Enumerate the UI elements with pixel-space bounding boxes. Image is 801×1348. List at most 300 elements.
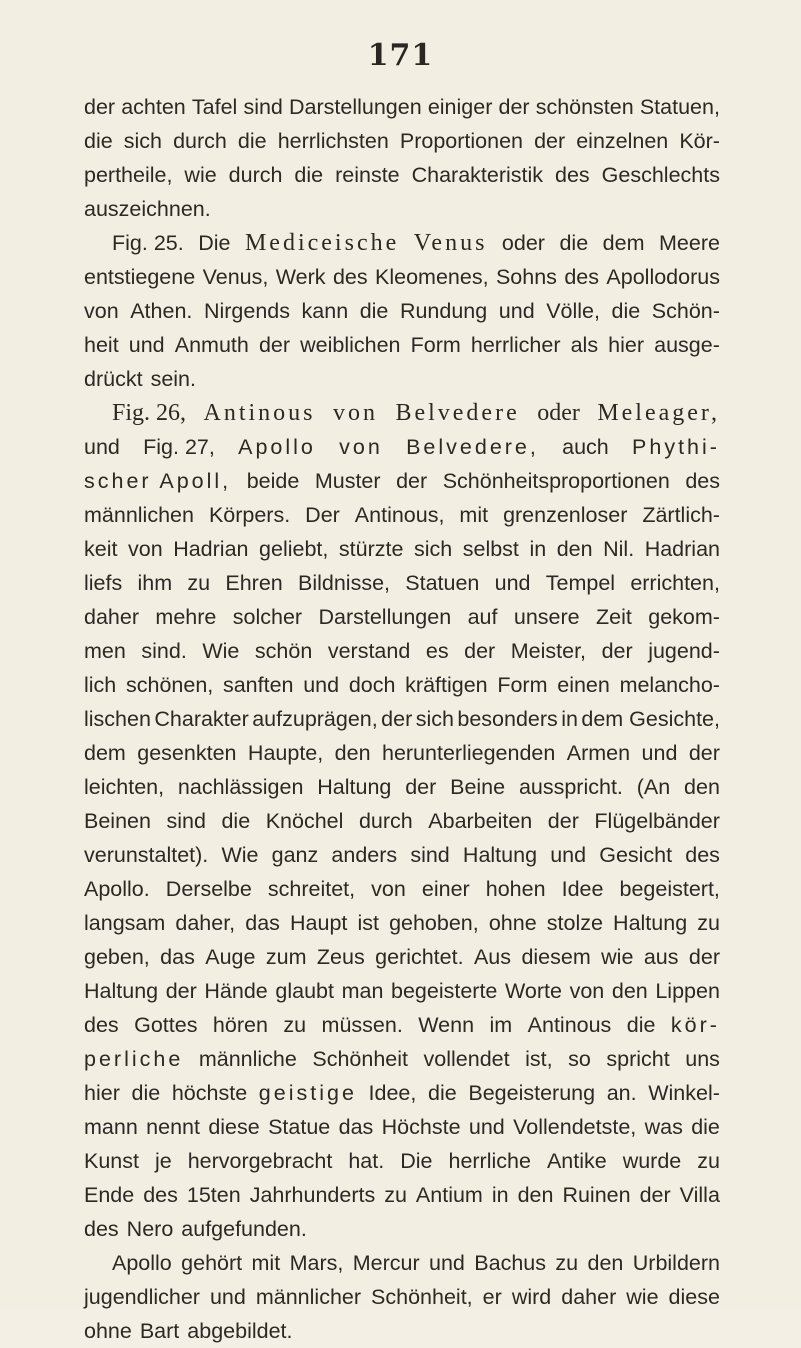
word: gehoben, [389, 911, 479, 935]
word: aus [643, 945, 679, 969]
word: Villa [679, 1183, 720, 1207]
text-line [84, 906, 720, 940]
word: wurde [622, 1149, 682, 1173]
word: besonders [457, 707, 558, 731]
word: liefs [84, 571, 123, 595]
word: den [684, 775, 720, 799]
word: gesenkten [137, 741, 237, 765]
word: Völle, [546, 299, 600, 323]
word: die [294, 163, 324, 187]
text-line [84, 1042, 720, 1076]
word: dem Gesichte, [581, 707, 720, 731]
word: wie [601, 945, 634, 969]
word: kräftigen [405, 673, 488, 697]
word: der [688, 741, 720, 765]
text-line [84, 328, 720, 362]
word: Höchste [381, 1115, 461, 1139]
word: der [464, 639, 496, 663]
word: der [258, 333, 291, 357]
word: Haltung [317, 775, 392, 799]
word: herunterliegenden [381, 741, 556, 765]
word: mit [459, 503, 489, 527]
word: die [221, 809, 251, 833]
word: und [550, 843, 587, 867]
word: Wenn [418, 1013, 475, 1037]
word: auf [467, 605, 498, 629]
word: unsere [513, 605, 580, 629]
word: der [84, 95, 116, 119]
word: Die [400, 1149, 433, 1173]
word: Hände [204, 979, 268, 1003]
word: Ruinen [562, 1183, 631, 1207]
word: und [128, 333, 165, 357]
word: (An [636, 775, 671, 799]
word: Zeus [316, 945, 365, 969]
word: Fig. 27, [143, 435, 215, 459]
word: lischen [84, 707, 151, 731]
word: Gottes [134, 1013, 198, 1037]
text-line [84, 226, 720, 260]
word: männlichen [84, 503, 194, 527]
word: Schönheitsproportionen [442, 469, 670, 493]
word: ist [357, 911, 379, 935]
word: aufgefunden. [181, 1217, 307, 1241]
word: der [547, 809, 579, 833]
word: Knöchel [265, 809, 344, 833]
word: Lippen [655, 979, 720, 1003]
word: Charakteristik [411, 163, 544, 187]
word: des [685, 843, 720, 867]
word: beide [246, 469, 300, 493]
word: daher, [175, 911, 236, 935]
word: von [84, 299, 119, 323]
word: Statuen, [639, 95, 720, 119]
word: Winkel- [648, 1081, 720, 1105]
word: Wie [221, 843, 259, 867]
word: der [381, 707, 413, 731]
word: Apollodorus [606, 265, 720, 289]
word: die [131, 1081, 161, 1105]
word: Antinous [203, 400, 316, 426]
word: des [143, 1183, 178, 1207]
word: herrlichsten [277, 129, 389, 153]
word: man [341, 979, 384, 1003]
word: Tafel [191, 95, 238, 119]
text-line [84, 1076, 720, 1110]
text-line [84, 260, 720, 294]
word: Auge [205, 945, 256, 969]
word: ganz [271, 843, 319, 867]
word: männliche [198, 1047, 297, 1071]
word: die [359, 299, 389, 323]
word: zu [697, 911, 720, 935]
text-line [84, 430, 720, 464]
word: sind [243, 95, 283, 119]
word: den [587, 1251, 624, 1275]
word: von [569, 979, 605, 1003]
word: höchste [171, 1081, 248, 1105]
word: Apollo [238, 435, 316, 459]
word: Hadrian [644, 537, 720, 561]
word: sein. [150, 367, 196, 391]
word: das [245, 911, 280, 935]
word: Haltung [84, 979, 159, 1003]
word: schön [254, 639, 313, 663]
word: mann [84, 1115, 138, 1139]
text-line [84, 498, 720, 532]
word: Venus [413, 230, 488, 256]
text-line [84, 1008, 720, 1042]
word: hat. [348, 1149, 385, 1173]
word: Mars, [289, 1251, 344, 1275]
word: und [468, 1115, 505, 1139]
word: kann [301, 299, 349, 323]
word: zu [697, 1149, 720, 1173]
word: hohen [485, 877, 546, 901]
word: je [154, 1149, 172, 1173]
word: diese [668, 1285, 720, 1309]
text-line [84, 974, 720, 1008]
word: weiblichen [300, 333, 401, 357]
word: Muster [314, 469, 381, 493]
word: geliebt, [259, 537, 329, 561]
word: sich [123, 129, 162, 153]
word: zu [384, 1183, 407, 1207]
word: wird [511, 1285, 552, 1309]
word: geistige [258, 1081, 357, 1105]
word: Darstellungen [289, 95, 422, 119]
word: durch [358, 809, 413, 833]
word: den [517, 1183, 554, 1207]
word: spricht [606, 1047, 670, 1071]
word: diese [208, 1115, 260, 1139]
word: hören [212, 1013, 268, 1037]
word: einen [557, 673, 610, 697]
word: den [611, 979, 648, 1003]
word: begeistert, [619, 877, 720, 901]
word: langsam [84, 911, 166, 935]
word: Proportionen [399, 129, 524, 153]
word: Idee [561, 877, 604, 901]
word: glaubt [275, 979, 334, 1003]
word: der [639, 1183, 671, 1207]
word: ohne [488, 911, 537, 935]
word: daher [561, 1285, 617, 1309]
word: der [405, 775, 437, 799]
word: Athen. [130, 299, 193, 323]
word: in [529, 537, 547, 561]
text-line [84, 1246, 720, 1280]
text-line [84, 838, 720, 872]
page-number: 171 [367, 38, 434, 73]
word: und [641, 741, 678, 765]
word: es [425, 639, 449, 663]
word: vollendet [423, 1047, 510, 1071]
word: achten [121, 95, 186, 119]
word: oder [501, 231, 545, 255]
word: Form [410, 333, 461, 357]
word: selbst [462, 537, 519, 561]
word: so [568, 1047, 591, 1071]
word: der [498, 95, 530, 119]
word: des [332, 265, 368, 289]
text-line [84, 804, 720, 838]
text-line [84, 940, 720, 974]
word: Geschlechts [601, 163, 720, 187]
body-text [84, 90, 720, 1348]
word: Meleager, [597, 400, 720, 426]
word: mehre [155, 605, 217, 629]
word: von [128, 537, 163, 561]
word: Kleomenes, [375, 265, 489, 289]
word: von [332, 400, 378, 426]
word: Haupt [290, 911, 348, 935]
word: er [482, 1285, 502, 1309]
word: und [84, 435, 120, 459]
word: Apollo [112, 1251, 172, 1275]
word: jugendlicher [84, 1285, 200, 1309]
word: schreitet, [267, 877, 356, 901]
word: wie [626, 1285, 659, 1309]
word: sich [415, 707, 454, 731]
word: Die [198, 231, 231, 255]
word: der [688, 945, 720, 969]
word: Mercur [352, 1251, 420, 1275]
word: einer [421, 877, 470, 901]
text-line [84, 1280, 720, 1314]
word: kör- [670, 1013, 720, 1037]
word: dem [602, 231, 645, 255]
word: was [644, 1115, 683, 1139]
word: Belvedere, [406, 435, 539, 459]
word: und [303, 673, 340, 697]
word: schönen, [125, 673, 214, 697]
word: die [611, 299, 641, 323]
word: Zärtlich- [642, 503, 720, 527]
text-line [84, 1314, 720, 1348]
word: Nero [126, 1217, 174, 1241]
word: geben, [84, 945, 150, 969]
word: Flügelbänder [594, 809, 720, 833]
text-line [84, 294, 720, 328]
text-line [84, 600, 720, 634]
word: grenzenloser [503, 503, 628, 527]
word: Gesicht [599, 843, 673, 867]
word: Bart [139, 1319, 180, 1343]
text-line [84, 532, 720, 566]
word: gekom- [648, 605, 720, 629]
word: das [338, 1115, 374, 1139]
word: zu [555, 1251, 579, 1275]
word: des [84, 1217, 119, 1241]
word: solcher [232, 605, 303, 629]
word: ihm [137, 571, 173, 595]
word: men [84, 639, 126, 663]
word: Bachus [474, 1251, 546, 1275]
word: Derselbe [165, 877, 252, 901]
word: nennt [146, 1115, 200, 1139]
word: verunstaltet). [84, 843, 209, 867]
word: die [237, 129, 267, 153]
word: Zeit [596, 605, 632, 629]
text-line [84, 1110, 720, 1144]
word: Haltung [462, 843, 538, 867]
word: Phythi- [632, 435, 720, 459]
word: ausge- [654, 333, 720, 357]
word: als [570, 333, 599, 357]
word: Schönheit, [371, 1285, 473, 1309]
word: reinste [335, 163, 400, 187]
text-line [84, 396, 720, 430]
word: von [371, 877, 406, 901]
text-line [84, 566, 720, 600]
word: den [556, 537, 593, 561]
word: Statuen [405, 571, 480, 595]
word: Apollo. [84, 877, 150, 901]
word: jugend- [648, 639, 720, 663]
word: in [561, 707, 578, 731]
text-line [84, 1144, 720, 1178]
word: sind [166, 809, 206, 833]
text-line [84, 702, 720, 736]
word: Wie [202, 639, 240, 663]
text-line [84, 634, 720, 668]
word: Antinous [527, 1013, 612, 1037]
word: Begeisterung [468, 1081, 596, 1105]
word: diesem [521, 945, 591, 969]
word: Werk [275, 265, 326, 289]
word: Sohns [495, 265, 557, 289]
text-line [84, 124, 720, 158]
word: männlicher [255, 1285, 362, 1309]
word: Form [497, 673, 548, 697]
word: Hadrian [173, 537, 249, 561]
word: perliche [84, 1047, 184, 1071]
word: Tempel [545, 571, 616, 595]
word: 15ten [186, 1183, 241, 1207]
word: zu [187, 571, 211, 595]
word: Kör- [679, 129, 720, 153]
text-line [84, 770, 720, 804]
word: Fig. 26, [112, 400, 187, 426]
word: stürzte [338, 537, 404, 561]
word: doch [348, 673, 396, 697]
word: melancho- [619, 673, 720, 697]
word: wie [184, 163, 217, 187]
word: der [601, 639, 633, 663]
word: mit [251, 1251, 281, 1275]
word: zu [283, 1013, 307, 1037]
word: Statue [268, 1115, 331, 1139]
word: sind [410, 843, 450, 867]
word: Aus [473, 945, 512, 969]
text-line [84, 736, 720, 770]
word: Darstellungen [318, 605, 452, 629]
word: Jahrhunderts [249, 1183, 376, 1207]
text-line [84, 668, 720, 702]
word: im [489, 1013, 513, 1037]
word: einzelnen [576, 129, 669, 153]
text-line [84, 1178, 720, 1212]
word: in [491, 1183, 509, 1207]
word: des [685, 469, 720, 493]
word: sanften [222, 673, 294, 697]
word: die [428, 1081, 457, 1105]
word: Beine [450, 775, 506, 799]
word: Antinous, [354, 503, 445, 527]
word: schönsten [535, 95, 634, 119]
word: hier [608, 333, 645, 357]
word: Urbildern [632, 1251, 720, 1275]
word: Meere [659, 231, 720, 255]
word: Charakter [154, 707, 249, 731]
word: müssen. [321, 1013, 403, 1037]
word: oder [537, 400, 580, 426]
text-line [84, 1212, 720, 1246]
word: gerichtet. [375, 945, 464, 969]
word: des [84, 1013, 119, 1037]
word: lich [84, 673, 117, 697]
word: herrliche [448, 1149, 531, 1173]
word: Antium [415, 1183, 483, 1207]
text-line [84, 192, 720, 226]
word: die [626, 1013, 656, 1037]
text-line [84, 158, 720, 192]
word: pertheile, [84, 163, 173, 187]
word: Bildnisse, [297, 571, 390, 595]
word: Nil. [603, 537, 635, 561]
word: ausspricht. [518, 775, 623, 799]
word: des [555, 163, 590, 187]
word: Antike [546, 1149, 607, 1173]
word: der [165, 979, 197, 1003]
word: sind. [141, 639, 187, 663]
word: Der [305, 503, 340, 527]
word: Körpers. [208, 503, 291, 527]
text-line [84, 464, 720, 498]
word: und [429, 1251, 465, 1275]
word: Meister, [510, 639, 587, 663]
word: Armen [566, 741, 631, 765]
word: der [396, 469, 428, 493]
word: dem [84, 741, 126, 765]
word: Mediceische [244, 230, 400, 256]
word: uns [685, 1047, 720, 1071]
word: Abarbeiten [428, 809, 533, 833]
word: scher Apoll, [84, 469, 232, 493]
word: nachlässigen [177, 775, 304, 799]
word: abgebildet. [187, 1319, 293, 1343]
text-line [84, 362, 720, 396]
word: die [84, 129, 113, 153]
word: Anmuth [174, 333, 249, 357]
word: der [534, 129, 566, 153]
word: hervorgebracht [187, 1149, 333, 1173]
word: Ende [84, 1183, 135, 1207]
word: Vollendetste, [513, 1115, 637, 1139]
word: das [160, 945, 195, 969]
word: begeisterte [391, 979, 498, 1003]
word: anders [331, 843, 398, 867]
word: die [691, 1115, 720, 1139]
word: Kunst [84, 1149, 139, 1173]
word: hier [84, 1081, 120, 1105]
word: ist, [525, 1047, 553, 1071]
word: heit [84, 333, 119, 357]
word: durch [173, 129, 227, 153]
word: zum [265, 945, 307, 969]
word: die [559, 231, 589, 255]
